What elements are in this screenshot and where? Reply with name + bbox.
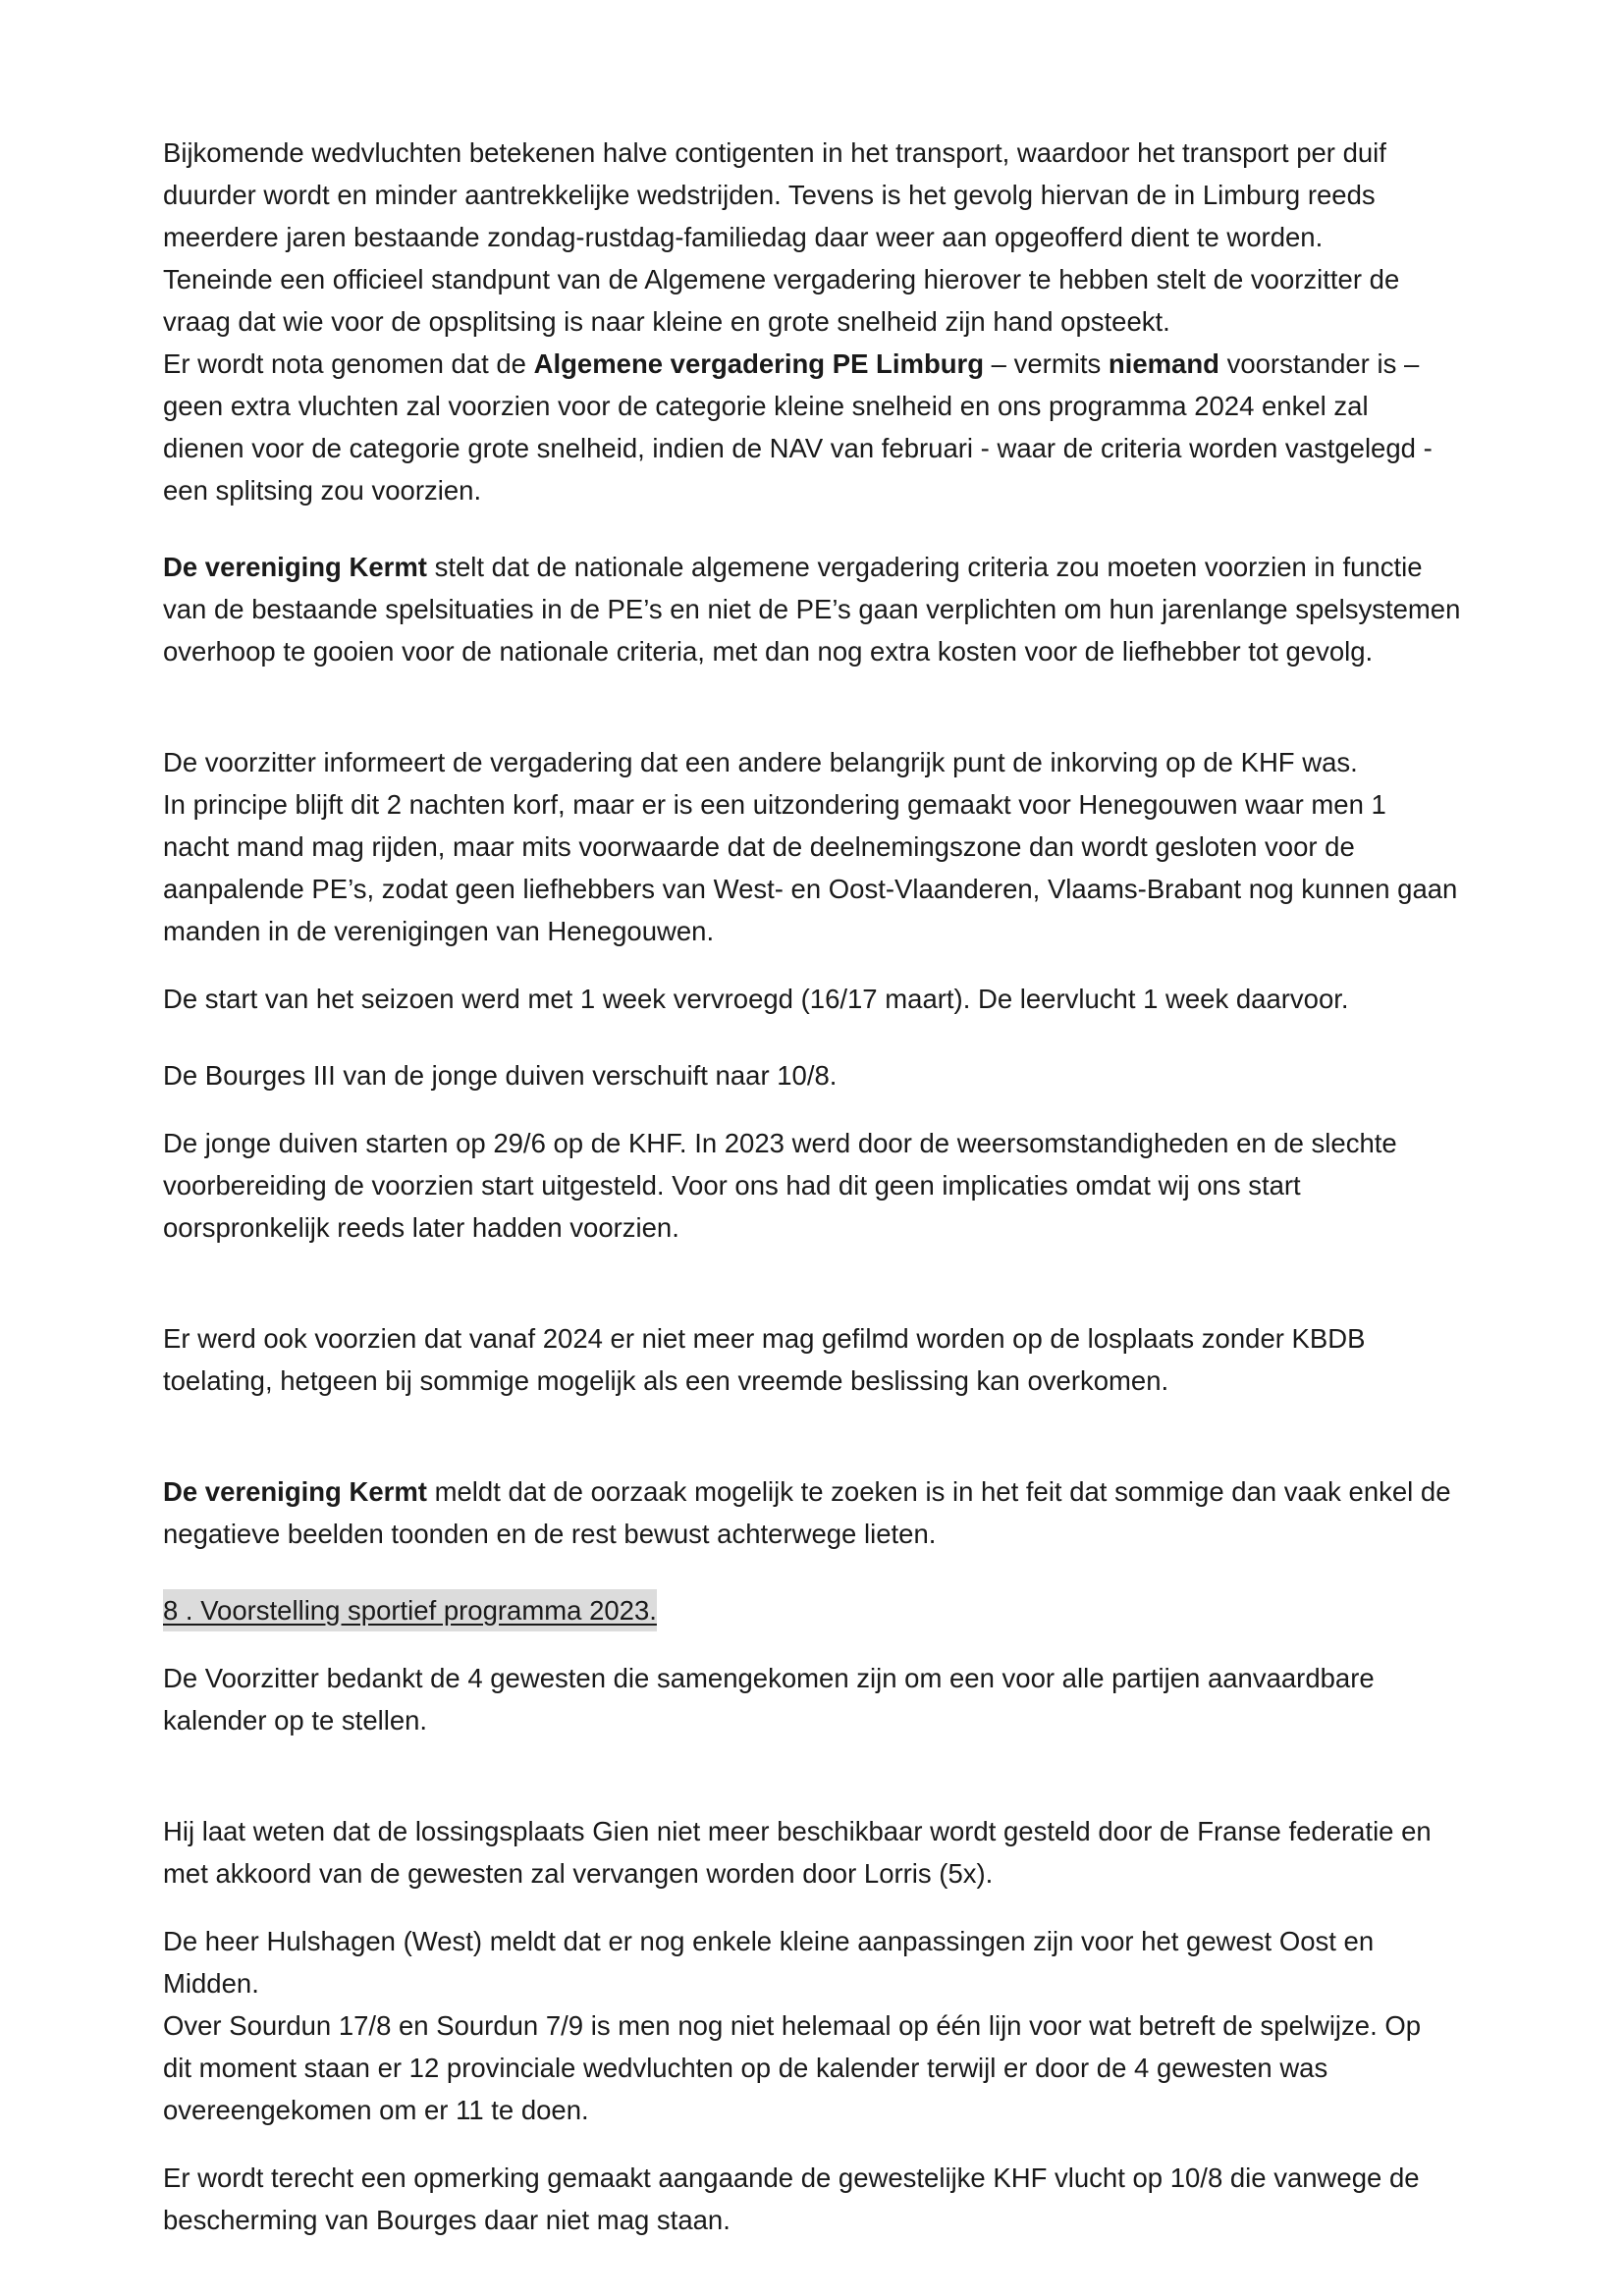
text-line: overhoop te gooien voor de nationale criteria, met dan nog extra kosten voor de liefhebber tot gevolg. xyxy=(163,636,1374,667)
text-line: van de bestaande spelsituaties in de PE’s en niet de PE’s gaan verplichten om hun jarenlange spelsystemen xyxy=(163,594,1461,624)
bold-run: De vereniging Kermt xyxy=(163,1476,427,1507)
text-run: stelt dat de nationale algemene vergadering criteria zou moeten voorzien in functie xyxy=(426,552,1423,582)
text-line-mixed xyxy=(163,546,1498,588)
paragraph-transport-costs xyxy=(163,132,1498,511)
section-heading-text: 8 . Voorstelling sportief programma 2023. xyxy=(163,1589,657,1631)
text-line: oorspronkelijk reeds later hadden voorzien. xyxy=(163,1212,679,1243)
paragraph-hulshagen xyxy=(163,1920,1498,2131)
text-line: toelating, hetgeen bij sommige mogelijk als een vreemde beslissing kan overkomen. xyxy=(163,1365,1169,1396)
text-line: Midden. xyxy=(163,1968,259,1999)
paragraph-gien-lorris xyxy=(163,1810,1498,1895)
text-run: Er wordt nota genomen dat de xyxy=(163,348,534,379)
paragraph-khf-vlucht xyxy=(163,2157,1498,2241)
document-page xyxy=(163,132,1498,2241)
paragraph-bourges xyxy=(163,1054,1498,1096)
text-line: Bijkomende wedvluchten betekenen halve contigenten in het transport, waardoor het transport per duif xyxy=(163,137,1386,168)
bold-run: niemand xyxy=(1108,348,1219,379)
text-line: Over Sourdun 17/8 en Sourdun 7/9 is men nog niet helemaal op één lijn voor wat betreft de spelwijze. Op xyxy=(163,2010,1422,2041)
paragraph-gewesten-kalender xyxy=(163,1657,1498,1741)
text-line: De voorzitter informeert de vergadering dat een andere belangrijk punt de inkorving op de KHF was. xyxy=(163,747,1358,777)
text-line: vraag dat wie voor de opsplitsing is naar kleine en grote snelheid zijn hand opsteekt. xyxy=(163,306,1170,337)
text-run: meldt dat de oorzaak mogelijk te zoeken is in het feit dat sommige dan vaak enkel de xyxy=(426,1476,1451,1507)
text-line: negatieve beelden toonden en de rest bewust achterwege lieten. xyxy=(163,1519,937,1549)
text-line-mixed xyxy=(163,1470,1498,1513)
paragraph-filming xyxy=(163,1317,1498,1402)
text-line: dienen voor de categorie grote snelheid, indien de NAV van februari - waar de criteria worden vastgelegd - xyxy=(163,433,1433,463)
text-line: geen extra vluchten zal voorzien voor de categorie kleine snelheid en ons programma 2024 enkel zal xyxy=(163,391,1369,421)
text-line: De Bourges III van de jonge duiven verschuift naar 10/8. xyxy=(163,1060,838,1091)
text-line: aanpalende PE’s, zodat geen liefhebbers van West- en Oost-Vlaanderen, Vlaams-Brabant nog kunnen gaan xyxy=(163,874,1458,904)
text-line: bescherming van Bourges daar niet mag staan. xyxy=(163,2205,731,2235)
paragraph-kermt-criteria xyxy=(163,546,1498,672)
text-line: nacht mand mag rijden, maar mits voorwaarde dat de deelnemingszone dan wordt gesloten voor de xyxy=(163,831,1355,862)
text-line: een splitsing zou voorzien. xyxy=(163,475,482,506)
text-line: meerdere jaren bestaande zondag-rustdag-familiedag daar weer aan opgeofferd dient te worden. xyxy=(163,222,1324,252)
text-line: Er werd ook voorzien dat vanaf 2024 er niet meer mag gefilmd worden op de losplaats zonder KBDB xyxy=(163,1323,1366,1354)
paragraph-jonge-duiven xyxy=(163,1122,1498,1249)
text-line: duurder wordt en minder aantrekkelijke wedstrijden. Tevens is het gevolg hiervan de in Limburg reeds xyxy=(163,180,1376,210)
text-line: De start van het seizoen werd met 1 week vervroegd (16/17 maart). De leervlucht 1 week daarvoor. xyxy=(163,984,1349,1014)
text-line: met akkoord van de gewesten zal vervangen worden door Lorris (5x). xyxy=(163,1858,994,1889)
text-line-mixed xyxy=(163,343,1498,385)
text-line: Er wordt terecht een opmerking gemaakt aangaande de gewestelijke KHF vlucht op 10/8 die vanwege de xyxy=(163,2163,1420,2193)
text-line: De jonge duiven starten op 29/6 op de KHF. In 2023 werd door de weersomstandigheden en de slechte xyxy=(163,1128,1397,1158)
text-line: Teneinde een officieel standpunt van de Algemene vergadering hierover te hebben stelt de voorzitter de xyxy=(163,264,1400,294)
text-line: kalender op te stellen. xyxy=(163,1705,428,1735)
paragraph-kermt-filming xyxy=(163,1470,1498,1555)
text-line: In principe blijft dit 2 nachten korf, maar er is een uitzondering gemaakt voor Henegouwen waar men 1 xyxy=(163,789,1386,820)
text-line: De heer Hulshagen (West) meldt dat er nog enkele kleine aanpassingen zijn voor het gewest Oost en xyxy=(163,1926,1375,1956)
text-line: voorbereiding de voorzien start uitgesteld. Voor ons had dit geen implicaties omdat wij ons start xyxy=(163,1170,1301,1201)
section-heading xyxy=(163,1589,1498,1631)
bold-run: Algemene vergadering PE Limburg xyxy=(533,348,985,379)
bold-run: De vereniging Kermt xyxy=(163,552,427,582)
text-run: voorstander is – xyxy=(1218,348,1420,379)
paragraph-season-start xyxy=(163,978,1498,1020)
text-line: manden in de verenigingen van Henegouwen. xyxy=(163,916,715,946)
paragraph-inkorving xyxy=(163,741,1498,952)
text-line: Hij laat weten dat de lossingsplaats Gien niet meer beschikbaar wordt gesteld door de Franse federatie en xyxy=(163,1816,1432,1846)
text-line: dit moment staan er 12 provinciale wedvluchten op de kalender terwijl er door de 4 gewesten was xyxy=(163,2053,1328,2083)
text-line: De Voorzitter bedankt de 4 gewesten die samengekomen zijn om een voor alle partijen aanvaardbare xyxy=(163,1663,1375,1693)
text-line: overeengekomen om er 11 te doen. xyxy=(163,2095,589,2125)
text-run: – vermits xyxy=(984,348,1109,379)
